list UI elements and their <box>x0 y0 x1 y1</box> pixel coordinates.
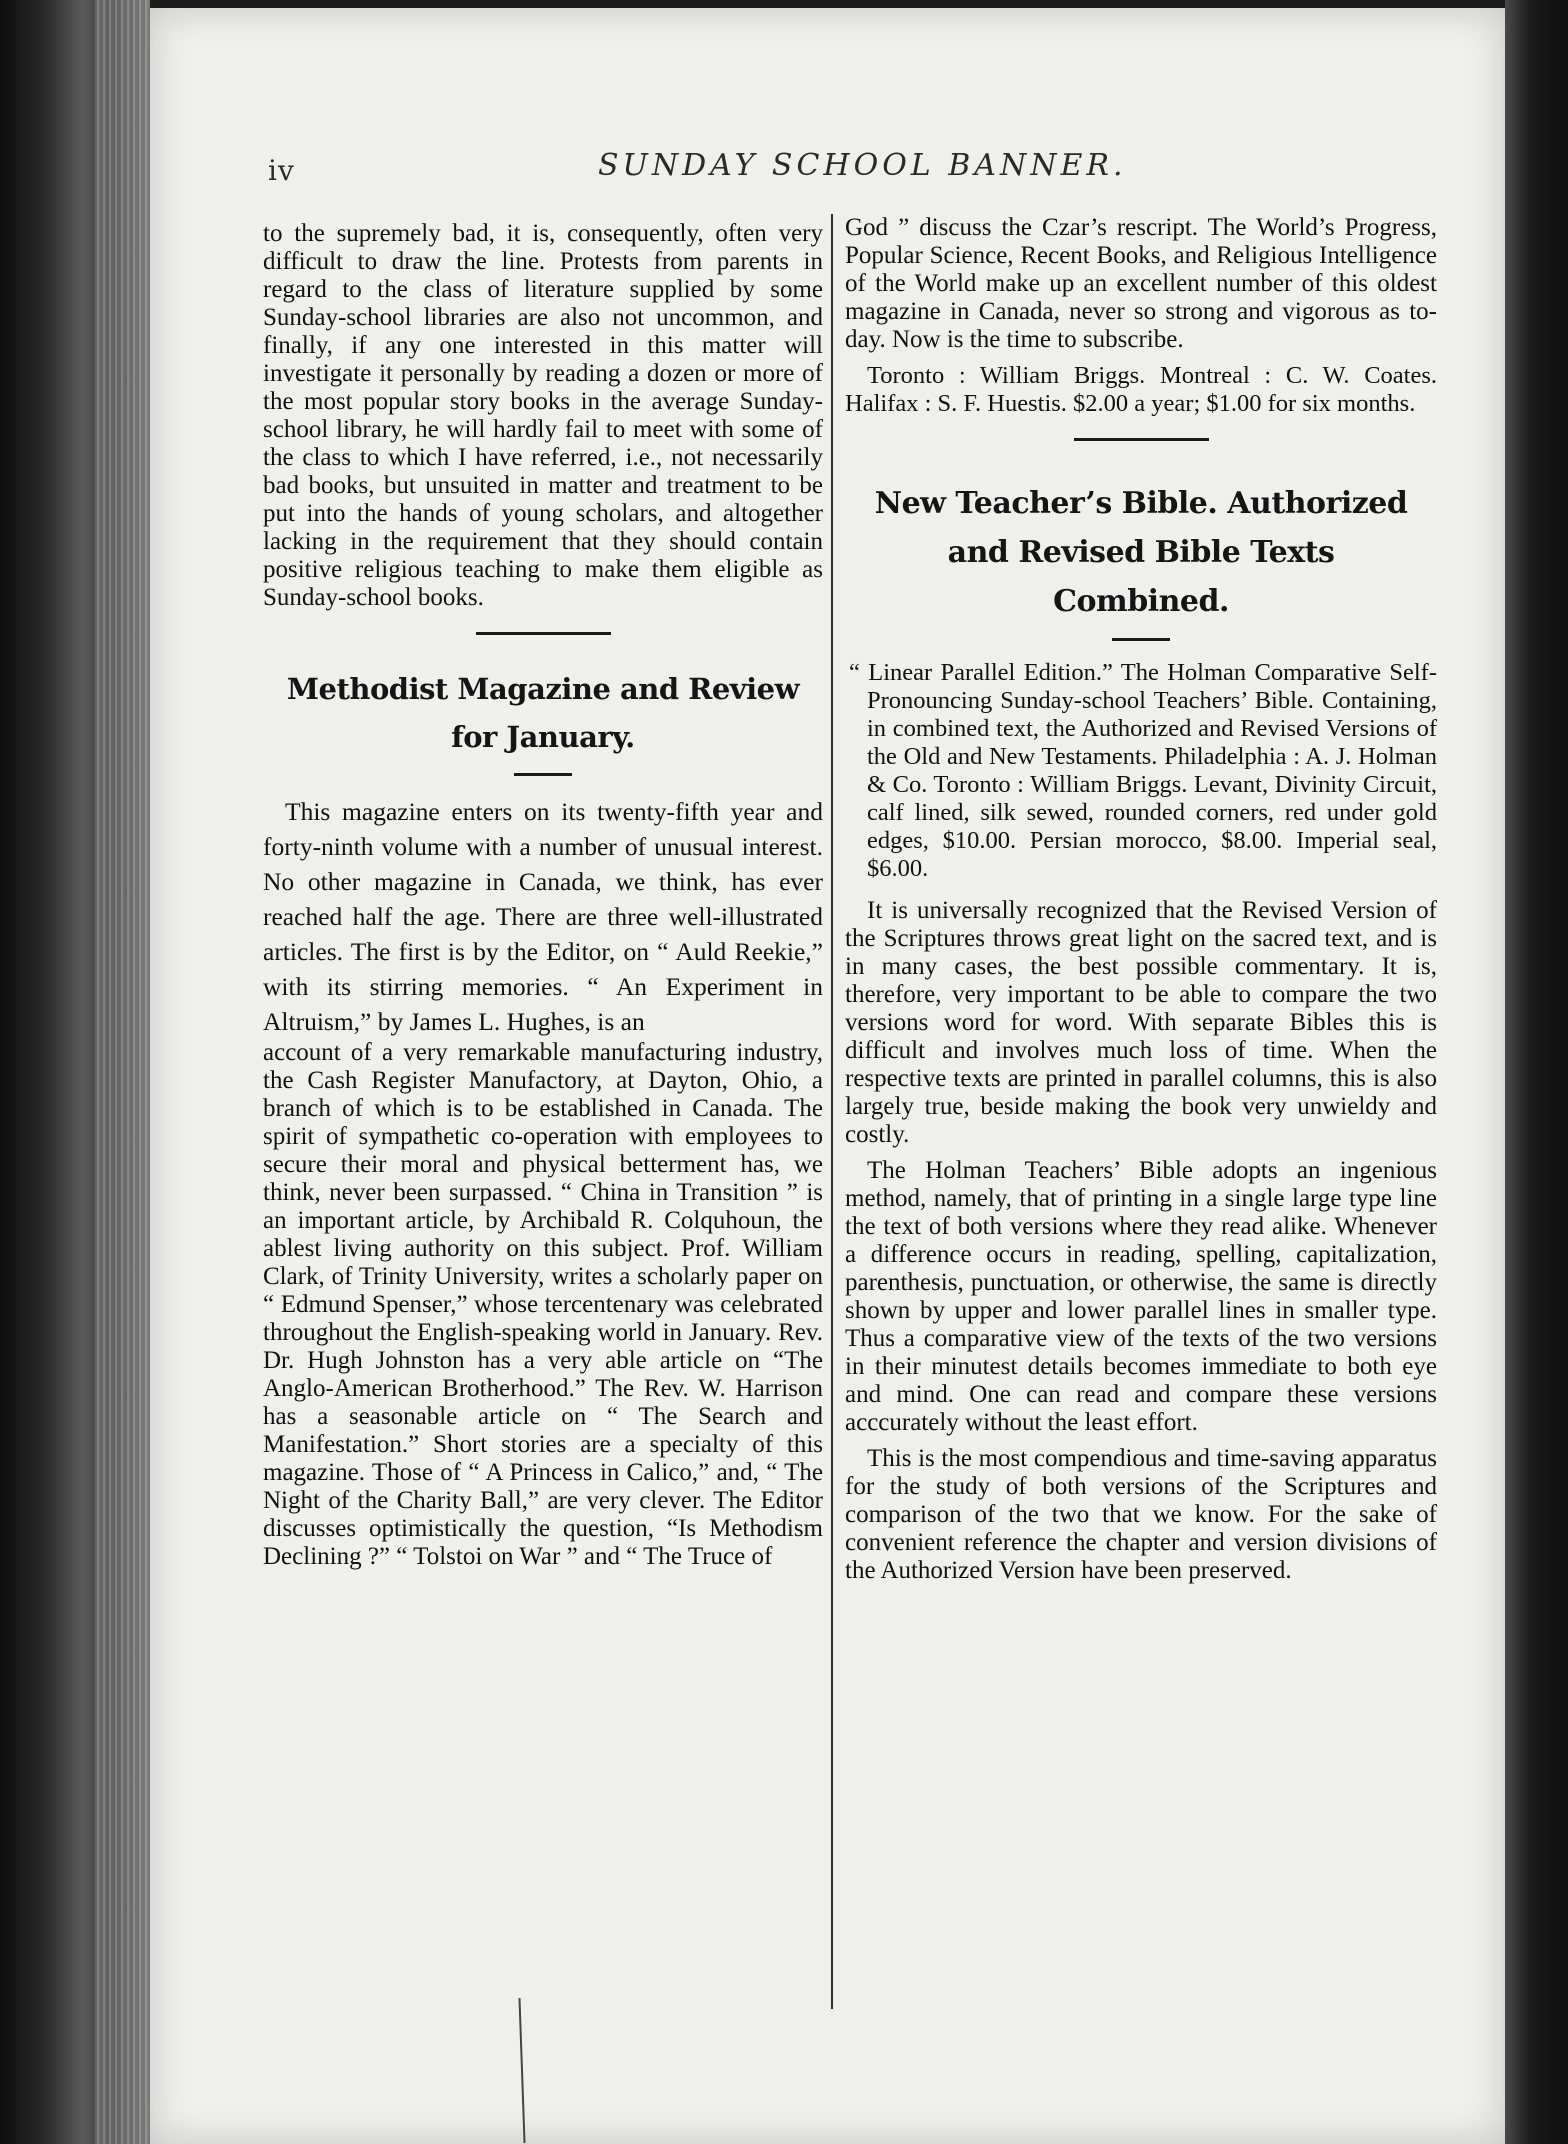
page-number: iv <box>268 154 295 187</box>
article-paragraph: account of a very remarkable manufacturing industry, the Cash Register Manufactory, at Dayton, Ohio, a branch of which is to be established in Canada. The spirit of sympathetic co-operation with employees to secure their moral and physical betterment has, we think, never been surpassed. “ China in Transition ” is an important article, by Archibald R. Colquhoun, the ablest living authority on this subject. Prof. William Clark, of Trinity University, writes a scholarly paper on “ Edmund Spenser,” whose tercentenary was celebrated throughout the English-speaking world in January. Rev. Dr. Hugh Johnston has a very able article on “The Anglo-American Brotherhood.” The Rev. W. Harrison has a seasonable article on “ The Search and Manifestation.” Short stories are a specialty of this magazine. Those of “ A Princess in Calico,” and, “ The Night of the Charity Ball,” are very clever. The Editor discusses optimistically the question, “Is Methodism Declining ?” “ Tolstoi on War ” and “ The Truce of <box>263 1039 823 1570</box>
intro-paragraph: to the supremely bad, it is, consequently, often very difficult to draw the line. Protests from parents in regard to the class of literature supplied by some Sunday-school libraries are also not uncommon, and finally, if any one interested in this matter will investigate it personally by reading a dozen or more of the most popular story books in the average Sunday-school library, he will hardly fail to meet with some of the class to which I have referred, i.e., not necessarily bad books, but unsuited in matter and treatment to be put into the hands of young scholars, and altogether lacking in the requirement that they should contain positive religious teaching to make them eligible as Sunday-school books. <box>263 220 823 611</box>
continuation-paragraph: God ” discuss the Czar’s rescript. The World’s Progress, Popular Science, Recent Books, and Religious Intelligence of the World make up an excellent number of this oldest magazine in Canada, never so strong and vigorous as to-day. Now is the time to subscribe. <box>845 214 1437 353</box>
heading-rule <box>1112 638 1170 641</box>
right-column <box>845 214 1437 1585</box>
heading-rule <box>514 773 572 776</box>
page <box>150 8 1505 2144</box>
article-heading-teachers-bible <box>845 479 1437 626</box>
section-rule <box>1074 438 1209 441</box>
article-paragraph: It is universally recognized that the Revised Version of the Scriptures throws great light on the sacred text, and is in many cases, the best possible commentary. It is, therefore, very important to be able to compare the two versions word for word. With separate Bibles this is difficult and involves much loss of time. When the respective texts are printed in parallel columns, this is also largely true, beside making the book very unwieldy and costly. <box>845 897 1437 1148</box>
heading-line: for January. <box>451 720 635 754</box>
article-paragraph: This magazine enters on its twenty-fifth year and forty-ninth volume with a number of unusual interest. No other magazine in Canada, we think, has ever reached half the age. There are three well-illustrated articles. The first is by the Editor, on “ Auld Reekie,” with its stirring memories. “ An Experiment in Altruism,” by James L. Hughes, is an <box>263 797 823 1036</box>
article-paragraph: This is the most compendious and time-saving apparatus for the study of both versions of the Scriptures and comparison of the two that we know. For the sake of convenient reference the chapter and version divisions of the Authorized Version have been preserved. <box>845 1445 1437 1584</box>
page-crease <box>518 1998 525 2143</box>
running-title: SUNDAY SCHOOL BANNER. <box>598 148 1127 183</box>
column-divider <box>831 214 833 2009</box>
heading-line: and Revised Bible Texts <box>947 535 1335 570</box>
book-gutter <box>95 0 150 2144</box>
heading-line: Methodist Magazine and Review <box>286 672 800 706</box>
heading-line: New Teacher’s Bible. Authorized <box>874 486 1408 521</box>
page-header <box>268 148 1218 192</box>
edition-info: “ Linear Parallel Edition.” The Holman Comparative Self-Pronouncing Sunday-school Teachers’ Bible. Containing, in combined text, the Authorized and Revised Versions of the Old and New Testaments. Philadelphia : A. J. Holman & Co. Toronto : William Briggs. Levant, Divinity Circuit, calf lined, silk sewed, rounded corners, red under gold edges, $10.00. Persian morocco, $8.00. Imperial seal, $6.00. <box>849 659 1437 882</box>
scan-right-edge <box>1505 0 1568 2144</box>
section-rule <box>476 632 611 635</box>
heading-line: Combined. <box>1053 584 1229 619</box>
article-heading-methodist-magazine <box>263 665 823 761</box>
article-paragraph: The Holman Teachers’ Bible adopts an ingenious method, namely, that of printing in a single large type line the text of both versions where they read alike. Whenever a difference occurs in reading, spelling, capitalization, parenthesis, punctuation, or otherwise, the same is directly shown by upper and lower parallel lines in smaller type. Thus a comparative view of the texts of the two versions in their minutest details becomes immediate to both eye and mind. One can read and compare these versions acccurately without the least effort. <box>845 1157 1437 1436</box>
left-column <box>263 220 823 1571</box>
publisher-info: Toronto : William Briggs. Montreal : C. W. Coates. Halifax : S. F. Huestis. $2.00 a year; $1.00 for six months. <box>845 362 1437 417</box>
